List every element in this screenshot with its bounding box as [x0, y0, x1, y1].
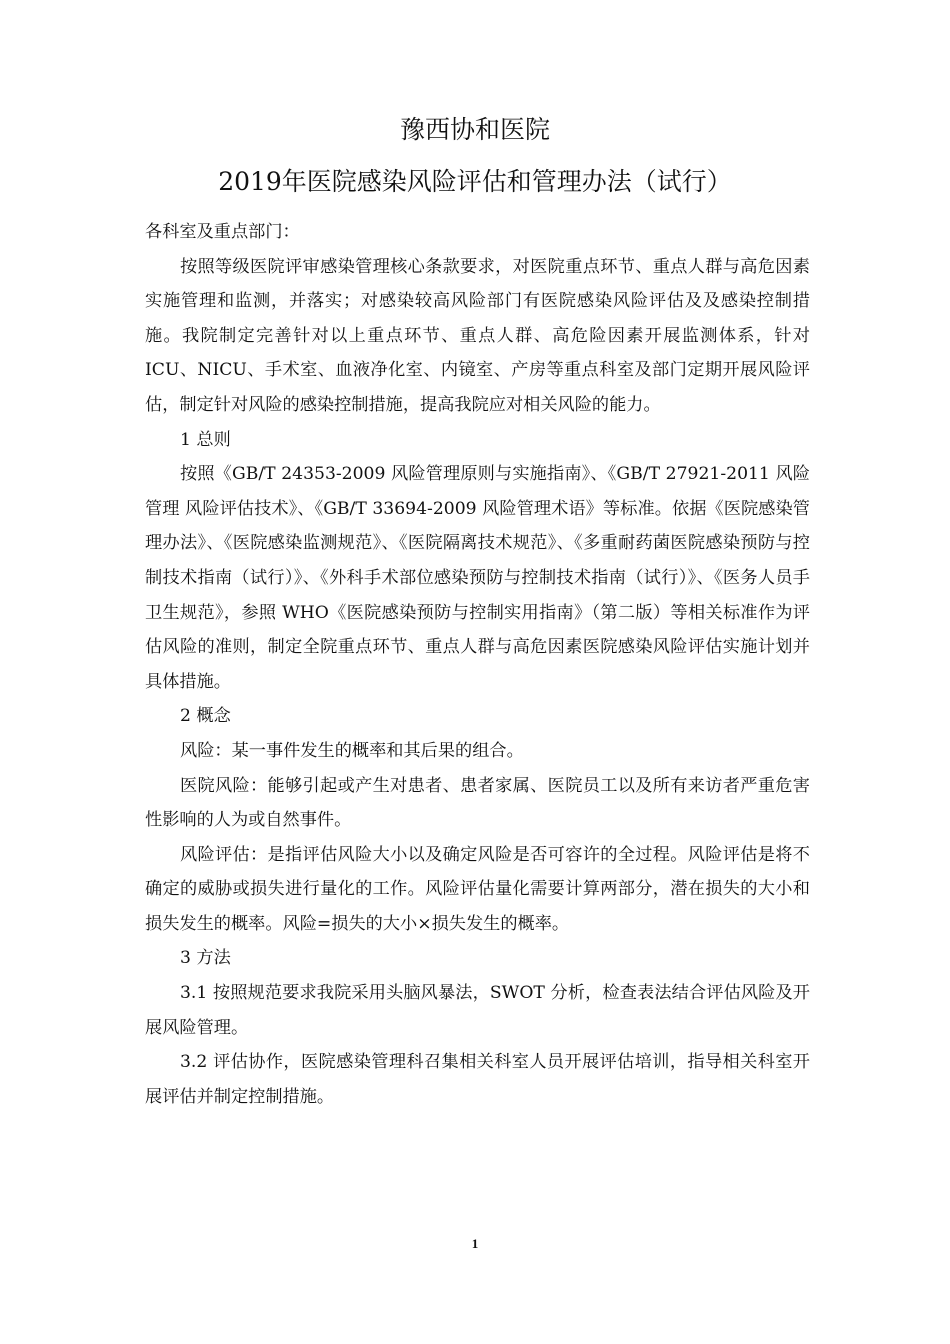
- heading-methods: 3 方法: [180, 948, 231, 969]
- paragraph-hospital-risk-definition: 医院风险：能够引起或产生对患者、患者家属、医院员工以及所有来访者严重危害性影响的人为或自然事件。: [145, 775, 810, 831]
- document-body: [145, 215, 810, 1114]
- paragraph-risk-definition: 风险：某一事件发生的概率和其后果的组合。: [180, 740, 524, 761]
- paragraph-method-3-2: 3.2 评估协作，医院感染管理科召集相关科室人员开展评估培训，指导相关科室开展评估并制定控制措施。: [145, 1052, 810, 1107]
- page-number: 1: [471, 1236, 479, 1251]
- paragraph-intro: 按照等级医院评审感染管理核心条款要求，对医院重点环节、重点人群与高危因素实施管理和监测，并落实；对感染较高风险部门有医院感染风险评估及及感染控制措施。我院制定完善针对以上重点环节、重点人群、高危险因素开展监测体系，针对 ICU、NICU、手术室、血液净化室、内镜室、产房等重点科室及部门定期开展风险评估，制定针对风险的感染控制措施，提高我院应对相关风险的能力。: [145, 256, 810, 415]
- paragraph-risk-assessment-definition: 风险评估：是指评估风险大小以及确定风险是否可容许的全过程。风险评估是将不确定的威胁或损失进行量化的工作。风险评估量化需要计算两部分，潜在损失的大小和损失发生的概率。风险=损失的大小×损失发生的概率。: [145, 844, 810, 934]
- organization-title: 豫西协和医院: [399, 115, 550, 144]
- heading-general-principles: 1 总则: [180, 429, 231, 450]
- paragraph-general-principles: 按照《GB/T 24353-2009 风险管理原则与实施指南》、《GB/T 27921-2011 风险管理 风险评估技术》、《GB/T 33694-2009 风险管理术语》等标准。依据《医院感染管理办法》、《医院感染监测规范》、《医院隔离技术规范》、《多重耐药菌医院感染预防与控制技术指南（试行）》、《外科手术部位感染预防与控制技术指南（试行）》、《医务人员手卫生规范》，参照 WHO《医院感染预防与控制实用指南》（第二版）等相关标准作为评估风险的准则，制定全院重点环节、重点人群与高危因素医院感染风险评估实施计划并具体措施。: [145, 464, 810, 692]
- heading-concepts: 2 概念: [180, 706, 231, 727]
- salutation: 各科室及重点部门：: [145, 222, 300, 242]
- document-title: 2019年医院感染风险评估和管理办法（试行）: [218, 167, 732, 196]
- paragraph-method-3-1: 3.1 按照规范要求我院采用头脑风暴法，SWOT 分析，检查表法结合评估风险及开展风险管理。: [145, 983, 810, 1038]
